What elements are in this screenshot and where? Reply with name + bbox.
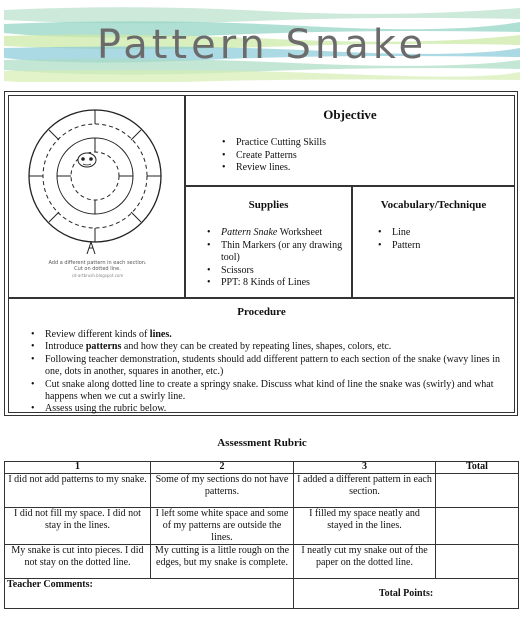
worksheet-label: Worksheet xyxy=(277,227,323,238)
list-item: • PPT: 8 Kinds of Lines xyxy=(207,277,347,290)
objective-heading: Objective xyxy=(323,107,377,122)
list-item: • Assess using the rubric below. xyxy=(31,403,509,415)
table-row xyxy=(5,508,519,545)
rubric-cell: I filled my space neatly and stayed in the lines. xyxy=(294,508,436,545)
rubric-cell: I neatly cut my snake out of the paper on the dotted line. xyxy=(294,545,436,579)
worksheet-caption: Add a different pattern in each section. xyxy=(48,260,147,266)
procedure-text: Introduce xyxy=(45,341,86,353)
procedure-text: and how they can be created by repeating lines, shapes, colors, etc. xyxy=(121,341,392,353)
rubric-cell: I added a different pattern in each section. xyxy=(294,474,436,508)
teacher-comments-field[interactable]: Teacher Comments: xyxy=(5,579,294,609)
rubric-header: 1 xyxy=(5,462,151,474)
rubric-header: 3 xyxy=(294,462,436,474)
total-points-field[interactable]: Total Points: xyxy=(294,579,519,609)
lesson-info-box xyxy=(4,91,518,416)
list-item: • Pattern xyxy=(378,240,508,253)
worksheet-preview xyxy=(8,95,185,298)
rubric-header: Total xyxy=(436,462,519,474)
rubric-total-cell[interactable] xyxy=(436,474,519,508)
list-item: • Scissors xyxy=(207,265,347,278)
procedure-bold: patterns xyxy=(85,341,122,353)
supplies-section xyxy=(185,186,352,298)
rubric-cell: I left some white space and some of my patterns are outside the lines. xyxy=(151,508,294,545)
snake-spiral-icon xyxy=(21,104,174,259)
list-item: • Practice Cutting Skills xyxy=(222,137,502,150)
procedure-list xyxy=(31,329,509,416)
rubric-total-cell[interactable] xyxy=(436,508,519,545)
worksheet-caption-2: Cut on dotted line. xyxy=(74,266,121,272)
table-row xyxy=(5,545,519,579)
procedure-bold: lines. xyxy=(149,329,172,340)
objective-section xyxy=(185,95,515,186)
list-item: • Following teacher demonstration, students should add different pattern to each section of the snake (wavy lines in one, dots in another, squares in another, etc.) xyxy=(31,354,509,379)
assessment-rubric-table xyxy=(4,461,519,609)
list-item: • Line xyxy=(378,227,508,240)
worksheet-credit: cd-artbrush.blogspot.com xyxy=(71,273,124,278)
vocabulary-list xyxy=(378,227,508,252)
objective-list xyxy=(222,137,502,175)
list-item: • Cut snake along dotted line to create a springy snake. Discuss what kind of line the snake was (swirly) and what happens when we cut a swirly line. xyxy=(31,379,509,404)
vocabulary-heading: Vocabulary/Technique xyxy=(380,199,487,211)
rubric-cell: I did not fill my space. I did not stay in the lines. xyxy=(5,508,151,545)
rubric-total-cell[interactable] xyxy=(436,545,519,579)
rubric-cell: Some of my sections do not have patterns. xyxy=(151,474,294,508)
supplies-list xyxy=(207,227,347,290)
list-item xyxy=(31,341,509,353)
procedure-section xyxy=(8,298,515,413)
procedure-text: Review different kinds of xyxy=(45,329,150,340)
worksheet-name: Pattern Snake xyxy=(221,227,278,238)
rubric-title: Assessment Rubric xyxy=(217,437,307,449)
rubric-header-row xyxy=(5,462,519,474)
list-item: • Thin Markers (or any drawing tool) xyxy=(207,240,347,265)
page-title: Pattern Snake xyxy=(96,22,428,68)
supplies-heading: Supplies xyxy=(248,199,289,211)
rubric-cell: My snake is cut into pieces. I did not stay on the dotted line. xyxy=(5,545,151,579)
rubric-cell: My cutting is a little rough on the edges, but my snake is complete. xyxy=(151,545,294,579)
table-row xyxy=(5,579,519,609)
header-banner xyxy=(4,2,520,82)
vocabulary-section xyxy=(352,186,515,298)
rubric-cell: I did not add patterns to my snake. xyxy=(5,474,151,508)
table-row xyxy=(5,474,519,508)
list-item: • Review lines. xyxy=(222,162,502,175)
procedure-heading: Procedure xyxy=(237,306,286,318)
rubric-header: 2 xyxy=(151,462,294,474)
list-item xyxy=(31,329,509,341)
list-item xyxy=(207,227,347,240)
list-item: • Create Patterns xyxy=(222,150,502,163)
